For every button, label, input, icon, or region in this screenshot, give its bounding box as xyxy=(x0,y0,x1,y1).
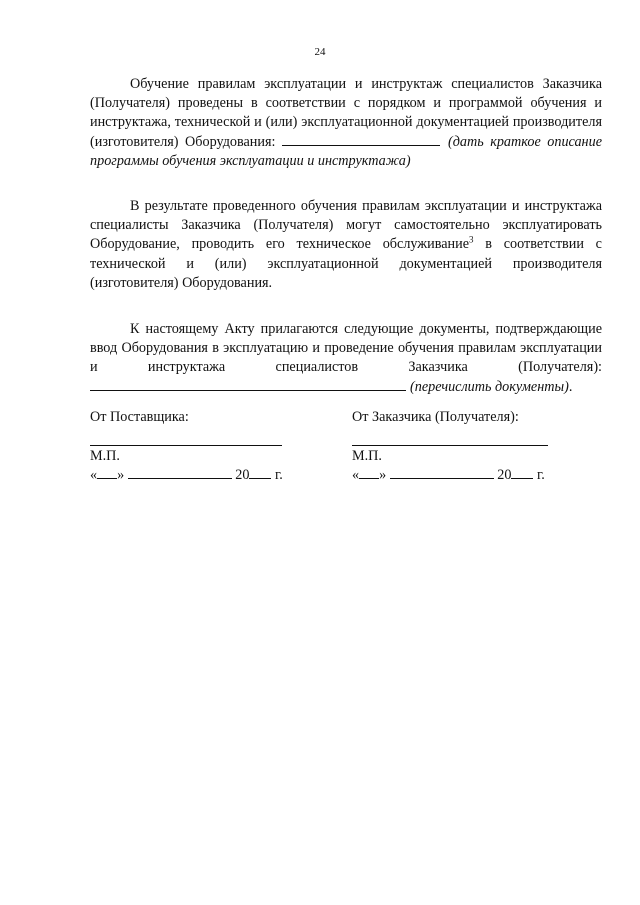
customer-stamp: М.П. xyxy=(352,448,382,464)
paragraph-result-text: В результате проведенного обучения правилам эксплуатации и инструктажа специалисты Заказчика (Получателя) могут самостоятельно эксплуатировать Оборудование, проводить его техническое обслуживание xyxy=(90,198,602,253)
paragraph-result xyxy=(90,197,602,293)
customer-month-blank[interactable] xyxy=(390,466,494,479)
customer-date: « » 20 г. xyxy=(352,467,545,483)
paragraph-result-text-end: в соответствии с технической и (или) эксплуатационной документацией производителя (изготовителя) Оборудования. xyxy=(90,236,602,291)
documents-list-blank[interactable] xyxy=(90,378,406,391)
customer-year-blank[interactable] xyxy=(511,466,533,479)
supplier-date: « » 20 г. xyxy=(90,467,283,483)
customer-signature xyxy=(352,408,548,485)
training-description-hint: (дать краткое описание программы обучения эксплуатации и инструктажа) xyxy=(90,133,602,169)
supplier-stamp: М.П. xyxy=(90,448,120,464)
customer-day-blank[interactable] xyxy=(359,466,379,479)
paragraph-training-text: Обучение правилам эксплуатации и инструктаж специалистов Заказчика (Получателя) проведены в соответствии с порядком и программой обучения и инструктажа, технической и (или) эксплуатационной документацией производителя (изготовителя) Оборудования: (дать краткое описание программы обучения эксплуатации и инструктажа) xyxy=(90,76,602,169)
supplier-month-blank[interactable] xyxy=(128,466,232,479)
customer-signature-line[interactable] xyxy=(352,444,548,446)
paragraph-attachments-text: К настоящему Акту прилагаются следующие документы, подтверждающие ввод Оборудования в эксплуатацию и проведение обучения правилам эксплуатации и инструктажа специалистов Заказчика (Получателя): xyxy=(90,321,602,376)
page-number: 24 xyxy=(314,46,326,58)
documents-list-hint: (перечислить документы) xyxy=(410,378,569,395)
supplier-year-blank[interactable] xyxy=(249,466,271,479)
document-body xyxy=(90,75,602,397)
supplier-signature-line[interactable] xyxy=(90,444,282,446)
training-description-blank[interactable] xyxy=(282,133,440,146)
supplier-day-blank[interactable] xyxy=(97,466,117,479)
footnote-mark: 3 xyxy=(469,234,474,245)
paragraph-training xyxy=(90,75,602,171)
paragraph-attachments: К настоящему Акту прилагаются следующие документы, подтверждающие ввод Оборудования в эксплуатацию и проведение обучения правилам эксплуатации и инструктажа специалистов Заказчика (Получателя): (перечислить документы). xyxy=(90,321,602,395)
customer-label: От Заказчика (Получателя): xyxy=(352,409,519,425)
supplier-signature xyxy=(90,408,283,485)
supplier-label: От Поставщика: xyxy=(90,409,189,425)
